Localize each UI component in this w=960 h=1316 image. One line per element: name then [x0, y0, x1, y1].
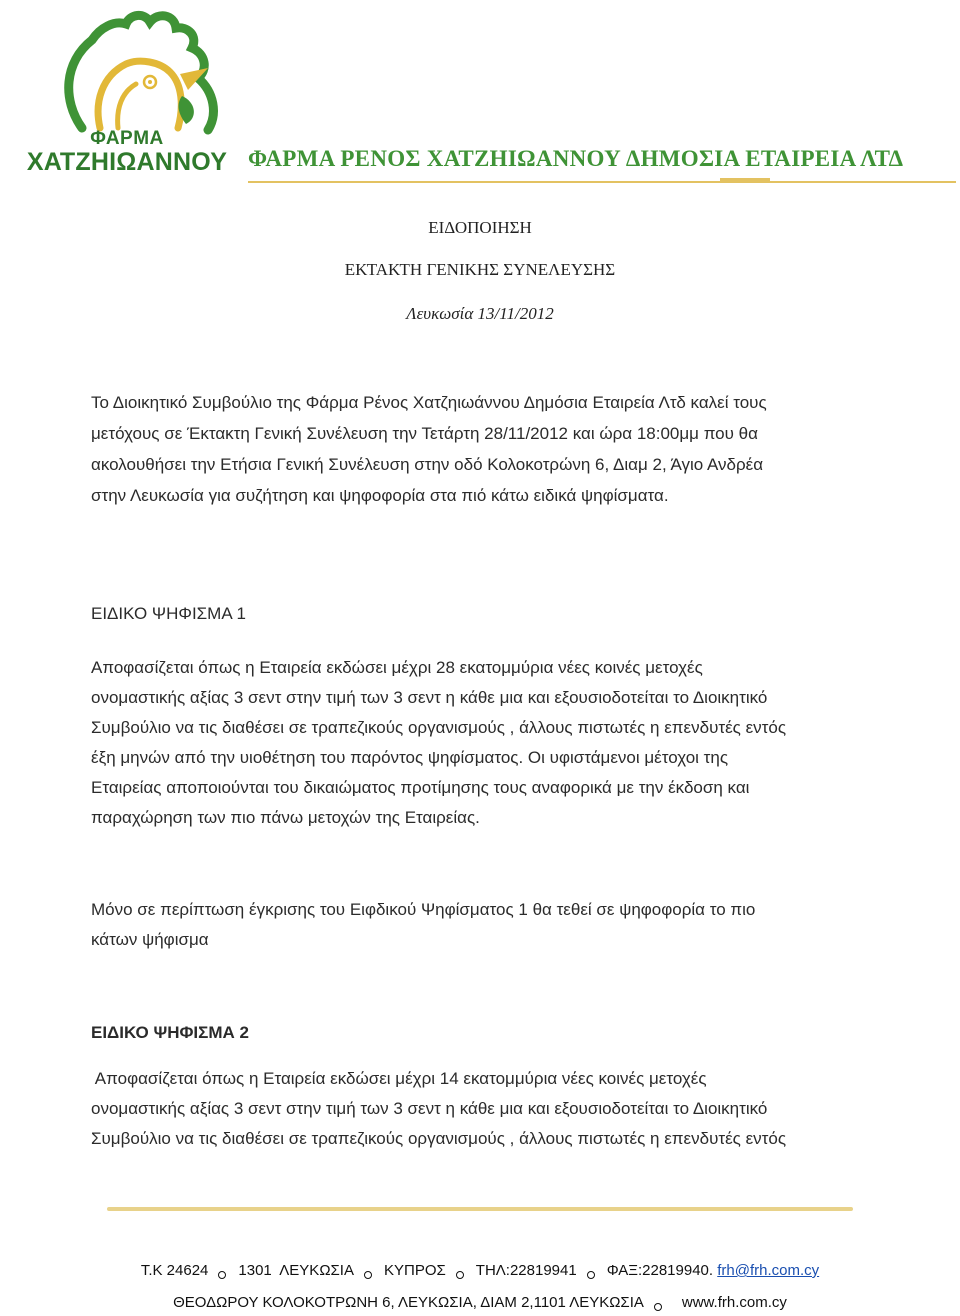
conditional-line: Μόνο σε περίπτωση έγκρισης του Ειφδικού Ψηφίσματος 1 θα τεθεί σε ψηφοφορία το πιο — [91, 900, 756, 919]
bullet-icon — [218, 1271, 226, 1279]
conditional-line: κάτων ψήφισμα — [91, 930, 209, 949]
bullet-icon — [364, 1271, 372, 1279]
footer-address-line — [0, 1294, 960, 1311]
intro-paragraph — [91, 387, 891, 511]
header-divider-accent — [720, 178, 770, 181]
notice-date: Λευκωσία 13/11/2012 — [406, 304, 554, 323]
resolution-1-heading: ΕΙΔΙΚΟ ΨΗΦΙΣΜΑ 1 — [91, 604, 246, 623]
bullet-icon — [587, 1271, 595, 1279]
notice-subtitle: ΕΚΤΑΚΤΗ ΓΕΝΙΚΗΣ ΣΥΝΕΛΕΥΣΗΣ — [344, 260, 616, 279]
bullet-icon — [456, 1271, 464, 1279]
footer-po-box: Τ.Κ 24624 — [140, 1262, 209, 1279]
intro-line: στην Λευκωσία για συζήτηση και ψηφοφορία στα πιό κάτω ειδικά ψηφίσματα. — [91, 486, 669, 505]
footer-address: ΘΕΟΔΩΡΟΥ ΚΟΛΟΚΟΤΡΩΝΗ 6, ΛΕΥΚΩΣΙΑ, ΔΙΑΜ 2,1101 ΛΕΥΚΩΣΙΑ — [173, 1294, 644, 1311]
intro-line: μετόχους σε Έκτακτη Γενική Συνέλευση την Τετάρτη 28/11/2012 και ώρα 18:00μμ που θα — [91, 424, 758, 443]
resolution-2-text — [91, 1064, 891, 1154]
footer-phone: ΤΗΛ:22819941 — [475, 1262, 577, 1279]
resolution-1-text — [91, 653, 891, 833]
conditional-note — [91, 895, 891, 955]
company-name: ΦΑΡΜΑ ΡΕΝΟΣ ΧΑΤΖΗΙΩΑΝΝΟΥ ΔΗΜΟΣΙΑ ΕΤΑΙΡΕΙΑ ΛΤΔ — [248, 146, 904, 171]
resolution-1-line: Αποφασίζεται όπως η Εταιρεία εκδώσει μέχρι 28 εκατομμύρια νέες κοινές μετοχές — [91, 658, 703, 677]
footer-website[interactable]: www.frh.com.cy — [681, 1294, 787, 1311]
resolution-1-line: Εταιρείας αποποιούνται του δικαιώματος προτίμησης τους αναφορικά με την έκδοση και — [91, 778, 750, 797]
logo-text-farma: ΦΑΡΜΑ — [90, 128, 164, 149]
resolution-2-heading: ΕΙΔΙΚΟ ΨΗΦΙΣΜΑ 2 — [91, 1023, 249, 1042]
intro-line: Το Διοικητικό Συμβούλιο της Φάρμα Ρένος Χατζηιωάννου Δημόσια Εταιρεία Λτδ καλεί τους — [91, 393, 767, 412]
intro-line: ακολουθήσει την Ετήσια Γενική Συνέλευση στην οδό Κολοκοτρώνη 6, Διαμ 2, Άγιο Ανδρέα — [91, 455, 764, 474]
resolution-2-line: ονομαστικής αξίας 3 σεντ στην τιμή των 3 σεντ η κάθε μια και εξουσιοδοτείται το Διοικητικό — [91, 1099, 768, 1118]
resolution-2-line: Συμβούλιο να τις διαθέσει σε τραπεζικούς οργανισμούς , άλλους πιστωτές η επενδυτές εντός — [91, 1129, 787, 1148]
resolution-1-line: έξη μηνών από την υιοθέτηση του παρόντος ψηφίσματος. Οι υφιστάμενοι μέτοχοι της — [91, 748, 729, 767]
footer-fax: ΦΑΞ:22819940. — [606, 1262, 714, 1279]
resolution-1-line: Συμβούλιο να τις διαθέσει σε τραπεζικούς οργανισμούς , άλλους πιστωτές η επενδυτές εντός — [91, 718, 787, 737]
footer-contact-line — [0, 1262, 960, 1279]
notice-title: ΕΙΔΟΠΟΙΗΣΗ — [428, 218, 532, 237]
footer-email-link[interactable]: frh@frh.com.cy — [717, 1262, 820, 1279]
logo-text-chatziioannou: ΧΑΤΖΗΙΩΑΝΝΟΥ — [26, 148, 228, 176]
resolution-1-line: ονομαστικής αξίας 3 σεντ στην τιμή των 3 σεντ η κάθε μια και εξουσιοδοτείται το Διοικητικό — [91, 688, 768, 707]
bullet-icon — [654, 1303, 662, 1311]
resolution-1-line: παραχώρηση των πιο πάνω μετοχών της Εταιρείας. — [91, 808, 480, 827]
footer-country: ΚΥΠΡΟΣ — [383, 1262, 446, 1279]
resolution-2-line: Αποφασίζεται όπως η Εταιρεία εκδώσει μέχρι 14 εκατομμύρια νέες κοινές μετοχές — [91, 1069, 707, 1088]
footer-city: 1301 ΛΕΥΚΩΣΙΑ — [238, 1262, 354, 1279]
header-divider — [248, 181, 956, 183]
footer-divider — [107, 1207, 853, 1211]
